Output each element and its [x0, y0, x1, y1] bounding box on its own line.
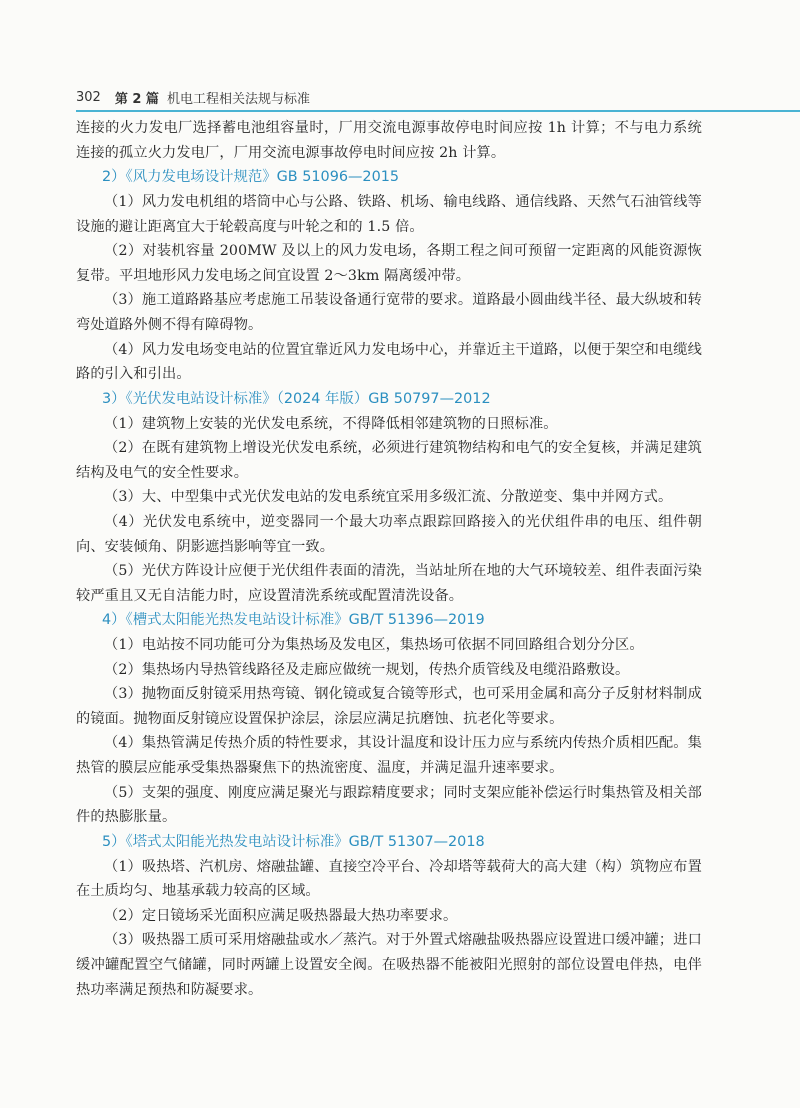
- page-number: 302: [76, 89, 101, 105]
- section-heading-tower: 5）《塔式太阳能光热发电站设计标准》GB/T 51307—2018: [102, 833, 485, 850]
- list-item: （1）吸热塔、汽机房、熔融盐罐、直接空冷平台、冷却塔等载荷大的高大建（构）筑物应布置在土质均匀、地基承载力较高的区域。: [76, 858, 702, 900]
- page-body: [76, 116, 702, 1002]
- chapter-label: 第 2 篇: [114, 91, 159, 107]
- list-item: （2）对装机容量 200MW 及以上的风力发电场，各期工程之间可预留一定距离的风能资源恢复带。平坦地形风力发电场之间宜设置 2～3km 隔离缓冲带。: [76, 243, 702, 284]
- list-item: （2）定日镜场采光面积应满足吸热器最大热功率要求。: [104, 907, 458, 924]
- section-heading-trough: 4）《槽式太阳能光热发电站设计标准》GB/T 51396—2019: [102, 612, 485, 629]
- list-item: （5）支架的强度、刚度应满足聚光与跟踪精度要求；同时支架应能补偿运行时集热管及相关部件的热膨胀量。: [76, 784, 702, 826]
- list-item: （1）建筑物上安装的光伏发电系统，不得降低相邻建筑物的日照标准。: [104, 415, 558, 432]
- list-item: （1）风力发电机组的塔筒中心与公路、铁路、机场、输电线路、通信线路、天然气石油管线等设施的避让距离宜大于轮毂高度与叶轮之和的 1.5 倍。: [76, 193, 702, 235]
- list-item: （3）大、中型集中式光伏发电站的发电系统宜采用多级汇流、分散逆变、集中并网方式。: [104, 489, 673, 506]
- list-item: （3）吸热器工质可采用熔融盐或水／蒸汽。对于外置式熔融盐吸热器应设置进口缓冲罐；进口缓冲罐配置空气储罐，同时两罐上设置安全阀。在吸热器不能被阳光照射的部位设置电伴热，电伴热功率满足预热和防凝要求。: [76, 932, 702, 998]
- page-header: [76, 86, 782, 108]
- chapter-title: 机电工程相关法规与标准: [166, 91, 310, 107]
- section-heading-wind: 2）《风力发电场设计规范》GB 51096—2015: [102, 169, 400, 186]
- list-item: （2）在既有建筑物上增设光伏发电系统，必须进行建筑物结构和电气的安全复核，并满足建筑结构及电气的安全性要求。: [76, 440, 702, 481]
- section-heading-pv: 3）《光伏发电站设计标准》（2024 年版）GB 50797—2012: [102, 390, 491, 407]
- intro-paragraph: 连接的火力发电厂选择蓄电池组容量时，厂用交流电源事故停电时间应按 1h 计算；不与电力系统连接的孤立火力发电厂，厂用交流电源事故停电时间应按 2h 计算。: [76, 120, 702, 161]
- list-item: （3）施工道路路基应考虑施工吊装设备通行宽带的要求。道路最小圆曲线半径、最大纵坡和转弯处道路外侧不得有障碍物。: [76, 292, 702, 333]
- list-item: （4）光伏发电系统中，逆变器同一个最大功率点跟踪回路接入的光伏组件串的电压、组件朝向、安装倾角、阴影遮挡影响等宜一致。: [76, 513, 702, 555]
- list-item: （4）风力发电场变电站的位置宜靠近风力发电场中心，并靠近主干道路，以便于架空和电缆线路的引入和引出。: [76, 341, 702, 383]
- list-item: （4）集热管满足传热介质的特性要求，其设计温度和设计压力应与系统内传热介质相匹配。集热管的膜层应能承受集热器聚焦下的热流密度、温度，并满足温升速率要求。: [76, 735, 702, 777]
- list-item: （1）电站按不同功能可分为集热场及发电区，集热场可依据不同回路组合划分分区。: [104, 637, 644, 654]
- list-item: （2）集热场内导热管线路径及走廊应做统一规划，传热介质管线及电缆沿路敷设。: [104, 661, 630, 678]
- header-rule: [76, 110, 800, 112]
- list-item: （5）光伏方阵设计应便于光伏组件表面的清洗，当站址所在地的大气环境较差、组件表面污染较严重且又无自洁能力时，应设置清洗系统或配置清洗设备。: [76, 563, 702, 604]
- list-item: （3）抛物面反射镜采用热弯镜、钢化镜或复合镜等形式，也可采用金属和高分子反射材料制成的镜面。抛物面反射镜应设置保护涂层，涂层应满足抗磨蚀、抗老化等要求。: [76, 686, 702, 727]
